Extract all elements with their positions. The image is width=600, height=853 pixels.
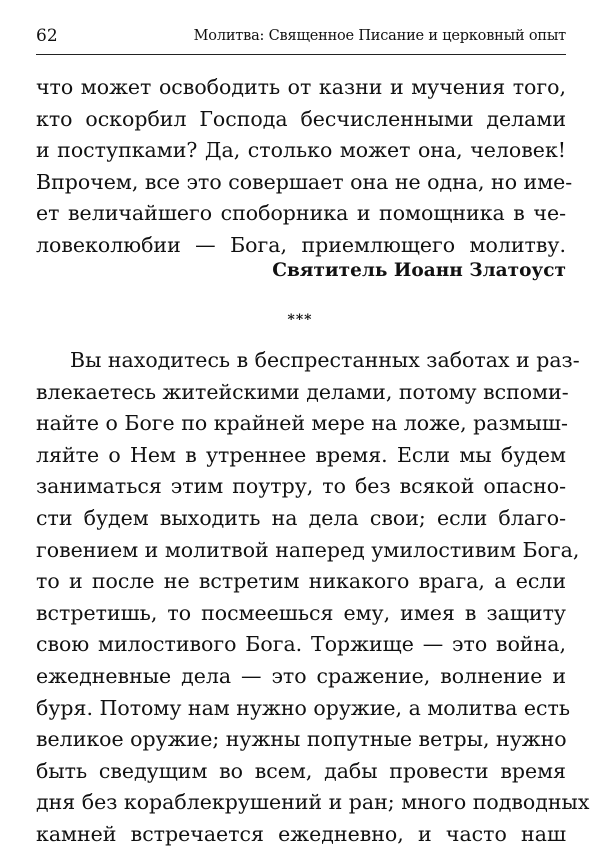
author-attribution: Святитель Иоанн Златоуст [272,260,566,281]
text-line: то и после не встретим никакого врага, а если [36,569,566,594]
text-line: ежедневные дела — это сражение, волнение и [36,663,566,688]
text-line: ляйте о Нем в утреннее время. Если мы будем [36,442,566,467]
text-line: влекаетесь житейскими делами, потому вспоми- [36,379,569,404]
text-line: быть сведущим во всем, дабы провести время [36,758,566,783]
running-title: Молитва: Священное Писание и церковный опыт [193,28,566,44]
text-line: свою милостивого Бога. Торжище — это война, [36,632,566,657]
running-header [36,20,566,55]
text-line: что может освободить от казни и мучения того, [36,75,566,99]
text-line: говением и молитвой наперед умилостивим Бога, [36,537,580,562]
text-line: камней встречается ежедневно, и часто наш [36,821,566,846]
text-line: дня без кораблекрушений и ран; много подводных [36,790,590,815]
text-line: великое оружие; нужны попутные ветры, нужно [36,727,567,752]
text-line: ет величайшего споборника и помощника в че- [36,201,566,226]
text-line: Впрочем, все это совершает она не одна, но име- [36,169,573,194]
quote-paragraph [36,72,573,262]
text-line: сти будем выходить на дела свои; если благо- [36,505,566,530]
text-line: ловеколюбии — Бога, приемлющего молитву. [36,232,566,257]
text-line: встретишь, то посмеешься ему, имея в защиту [36,600,566,625]
text-line: и поступками? Да, столько может она, человек! [36,138,566,163]
text-line: Вы находитесь в беспрестанных заботах и раз- [70,348,580,372]
text-line: кто оскорбил Господа бесчисленными делами [36,106,566,131]
page-number: 62 [36,26,58,46]
text-line: буря. Потому нам нужно оружие, а молитва есть [36,695,571,720]
text-line: заниматься этим поутру, то без всякой опасно- [36,474,566,499]
section-separator: *** [287,312,313,328]
body-paragraph [36,345,590,851]
text-line: найте о Боге по крайней мере на ложе, размыш- [36,411,568,436]
